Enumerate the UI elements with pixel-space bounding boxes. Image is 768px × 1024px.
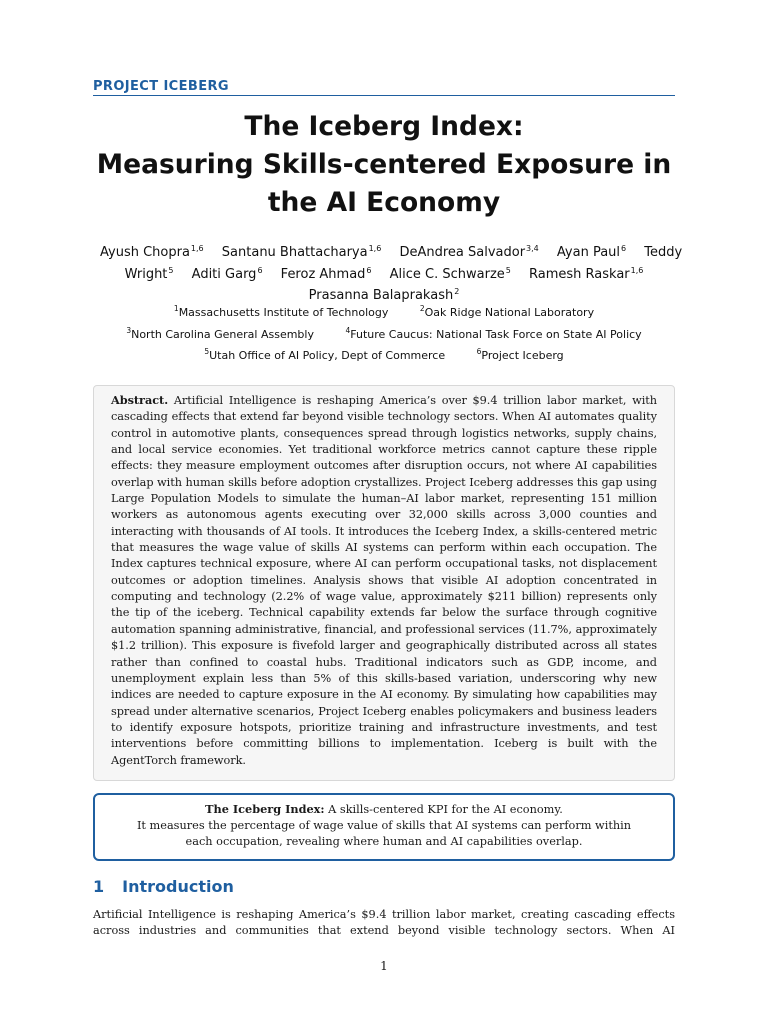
abstract-label: Abstract. xyxy=(111,393,169,407)
section-heading xyxy=(93,877,234,897)
affiliation: $^3$North Carolina General Assembly xyxy=(126,325,314,341)
body-line: across industries and communities that extend beyond visible technology sectors. When AI xyxy=(93,924,675,938)
title-line: The Iceberg Index: xyxy=(244,111,524,142)
project-label: PROJECT ICEBERG xyxy=(93,79,229,94)
author-line xyxy=(93,262,675,284)
running-header xyxy=(93,78,675,96)
abstract-box xyxy=(93,385,675,781)
abstract-body: Artificial Intelligence is reshaping America’s over $9.4 trillion labor market, with cascading effects that extend far beyond visible technology sectors. When AI automates quality control in automotive plants, consequences spread through logistics networks, supply chains, and local service economies. Yet traditional workforce metrics cannot capture these ripple effects: they measure employment outcomes after disruption occurs, not where AI capabilities overlap with human skills before adoption crystallizes. Project Iceberg addresses this gap using Large Population Models to simulate the human–AI labor market, representing 151 million workers as autonomous agents executing over 32,000 skills across 3,000 counties and interacting with thousands of AI tools. It introduces the Iceberg Index, a skills-centered metric that measures the wage value of skills AI systems can perform within each occupation. The Index captures technical exposure, where AI can perform occupational tasks, not displacement outcomes or adoption timelines. Analysis shows that visible AI adoption concentrated in computing and technology (2.2% of wage value, approximately $211 billion) represents only the tip of the iceberg. Technical capability extends far below the surface through cognitive automation spanning administrative, financial, and professional services (11.7%, approximately $1.2 trillion). This exposure is fivefold larger and geographically distributed across all states rather than confined to coastal hubs. Traditional indicators such as GDP, income, and unemployment explain less than 5% of this skills-based variation, underscoring why new indices are needed to capture exposure in the AI economy. By simulating how capabilities may spread under alternative scenarios, Project Iceberg enables policymakers and business leaders to identify exposure hotspots, prioritize training and infrastructure investments, and test interventions before committing billions to implementation. Iceberg is built with the AgentTorch framework. xyxy=(111,394,657,767)
author-list xyxy=(93,240,683,305)
definition-line: The Iceberg Index: A skills-centered KPI for the AI economy. xyxy=(205,802,563,816)
affiliation-line xyxy=(93,343,675,365)
section-number: 1 xyxy=(93,877,105,896)
definition-line: each occupation, revealing where human and AI capabilities overlap. xyxy=(185,835,583,848)
section-title: Introduction xyxy=(122,877,234,896)
author: Santanu Bhattacharya$^{1,6}$ xyxy=(221,244,382,260)
body-paragraph xyxy=(93,907,675,940)
affiliation: $^2$Oak Ridge National Laboratory xyxy=(419,304,595,319)
title-line: Measuring Skills-centered Exposure in xyxy=(96,149,672,180)
author: Alice C. Schwarze$^5$ xyxy=(389,265,511,282)
affiliation: $^6$Project Iceberg xyxy=(476,347,564,362)
author: Ayan Paul$^6$ xyxy=(556,244,627,260)
author: Feroz Ahmad$^6$ xyxy=(280,265,372,282)
affiliation: $^5$Utah Office of AI Policy, Dept of Commerce xyxy=(204,347,446,362)
author: Ramesh Raskar$^{1,6}$ xyxy=(529,265,644,282)
author: Prasanna Balaprakash$^2$ xyxy=(308,287,460,303)
definition-term: The Iceberg Index: xyxy=(205,802,325,816)
affiliation: $^4$Future Caucus: National Task Force on State AI Policy xyxy=(345,325,642,341)
definition-line: It measures the percentage of wage value of skills that AI systems can perform within xyxy=(136,819,632,832)
author: Wright$^5$ xyxy=(124,265,174,282)
affiliation-line xyxy=(93,322,675,344)
page-number: 1 xyxy=(380,959,388,973)
affiliation-line xyxy=(93,300,675,322)
body-line: Artificial Intelligence is reshaping America’s $9.4 trillion labor market, creating cascading effects xyxy=(93,908,675,921)
affiliation: $^1$Massachusetts Institute of Technology xyxy=(173,304,389,319)
affiliation-list xyxy=(93,300,675,365)
author: DeAndrea Salvador$^{3,4}$ xyxy=(399,244,539,260)
abstract-paragraph xyxy=(111,392,657,769)
author: Aditi Garg$^6$ xyxy=(191,265,263,282)
author: Teddy xyxy=(644,245,683,260)
paper-title xyxy=(93,108,675,222)
definition-box xyxy=(93,793,675,861)
title-line: the AI Economy xyxy=(267,187,501,218)
author-line xyxy=(93,240,683,262)
author: Ayush Chopra$^{1,6}$ xyxy=(100,244,204,260)
